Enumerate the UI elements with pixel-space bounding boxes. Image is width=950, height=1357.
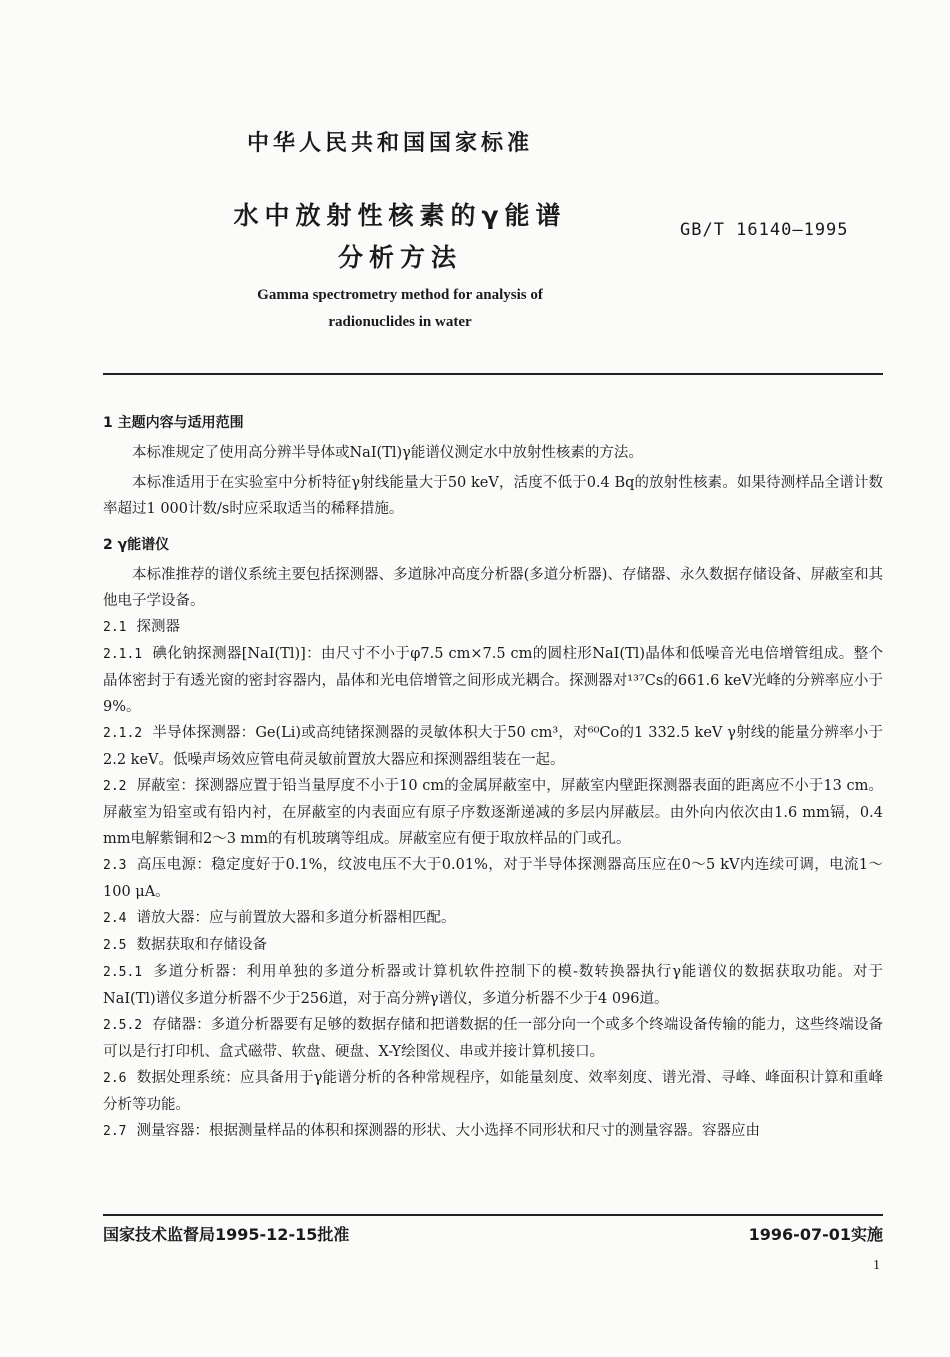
document-title-line2: 分析方法 (337, 243, 462, 272)
clause-number: 2.1.2 (103, 726, 143, 741)
clause-item (103, 1012, 883, 1065)
clause-number: 2.5 (103, 938, 127, 953)
clause-number: 2.3 (103, 858, 127, 873)
clause-number: 2.4 (103, 911, 127, 926)
section-1-paragraph: 本标准规定了使用高分辨半导体或NaI(Tl)γ能谱仪测定水中放射性核素的方法。 (132, 445, 643, 461)
clause-item (103, 614, 883, 641)
english-title-line2: radionuclides in water (328, 314, 472, 330)
standard-number: GB/T 16140—1995 (680, 220, 849, 240)
clause-item (103, 720, 883, 773)
header-divider (103, 373, 883, 375)
clause-text: 屏蔽室：探测器应置于铅当量厚度不小于10 cm的金属屏蔽室中，屏蔽室内壁距探测器表面的距离应不小于13 cm。屏蔽室为铅室或有铅内衬，在屏蔽室的内表面应有原子序数逐渐递减的多层内屏蔽层。由外向内依次由1.6 mm镉，0.4 mm电解紫铜和2～3 mm的有机玻璃等组成。屏蔽室应有便于取放样品的门或孔。 (103, 778, 883, 847)
clause-item (103, 1065, 883, 1118)
clause-number: 2.7 (103, 1124, 127, 1139)
approval-info: 国家技术监督局1995-12-15批准 (103, 1225, 350, 1244)
clause-item (103, 932, 883, 959)
clause-item (103, 1118, 883, 1145)
clause-text: 多道分析器：利用单独的多道分析器或计算机软件控制下的模-数转换器执行γ能谱仪的数据获取功能。对于NaI(Tl)谱仪多道分析器不少于256道，对于高分辨γ谱仪，多道分析器不少于4 096道。 (103, 964, 883, 1007)
section-2-paragraph: 本标准推荐的谱仪系统主要包括探测器、多道脉冲高度分析器(多道分析器)、存储器、永久数据存储设备、屏蔽室和其他电子学设备。 (103, 567, 883, 609)
implementation-date: 1996-07-01实施 (748, 1225, 883, 1244)
clause-number: 2.5.2 (103, 1018, 143, 1033)
clause-text: 碘化钠探测器[NaI(Tl)]：由尺寸不小于φ7.5 cm×7.5 cm的圆柱形NaI(Tl)晶体和低噪音光电倍增管组成。整个晶体密封于有透光窗的密封容器内，晶体和光电倍增管之间形成光耦合。探测器对¹³⁷Cs的661.6 keV光峰的分辨率应小于9%。 (103, 646, 883, 715)
clause-item (103, 773, 883, 852)
nation-standard-heading: 中华人民共和国国家标准 (246, 131, 533, 156)
clause-text: 高压电源：稳定度好于0.1%，纹波电压不大于0.01%，对于半导体探测器高压应在0～5 kV内连续可调，电流1～100 μA。 (103, 857, 883, 900)
clause-item (103, 641, 883, 720)
clause-item (103, 905, 883, 932)
clause-number: 2.2 (103, 779, 127, 794)
section-1-title: 1 主题内容与适用范围 (103, 415, 244, 431)
document-title-line1: 水中放射性核素的γ能谱 (233, 201, 567, 230)
clause-number: 2.1.1 (103, 647, 143, 662)
clause-text: 谱放大器：应与前置放大器和多道分析器相匹配。 (136, 910, 456, 926)
clause-text: 探测器 (136, 619, 180, 635)
document-body (103, 410, 883, 1145)
english-title-line1: Gamma spectrometry method for analysis of (257, 287, 543, 303)
section-1-paragraph: 本标准适用于在实验室中分析特征γ射线能量大于50 keV，活度不低于0.4 Bq的放射性核素。如果待测样品全谱计数率超过1 000计数/s时应采取适当的稀释措施。 (103, 475, 883, 517)
footer-divider (103, 1214, 883, 1216)
clause-text: 测量容器：根据测量样品的体积和探测器的形状、大小选择不同形状和尺寸的测量容器。容器应由 (136, 1123, 760, 1139)
clause-number: 2.5.1 (103, 965, 143, 980)
clause-number: 2.6 (103, 1071, 127, 1086)
clause-number: 2.1 (103, 620, 127, 635)
section-2-title: 2 γ能谱仪 (103, 537, 170, 553)
clause-text: 半导体探测器：Ge(Li)或高纯锗探测器的灵敏体积大于50 cm³，对⁶⁰Co的1 332.5 keV γ射线的能量分辨率小于2.2 keV。低噪声场效应管电荷灵敏前置放大器应和探测器组装在一起。 (103, 725, 883, 768)
page-number: 1 (873, 1258, 880, 1273)
clause-item (103, 852, 883, 905)
clause-text: 数据处理系统：应具备用于γ能谱分析的各种常规程序，如能量刻度、效率刻度、谱光滑、寻峰、峰面积计算和重峰分析等功能。 (103, 1070, 883, 1113)
clause-text: 存储器：多道分析器要有足够的数据存储和把谱数据的任一部分向一个或多个终端设备传输的能力，这些终端设备可以是行打印机、盒式磁带、软盘、硬盘、X-Y绘图仪、串或并接计算机接口。 (103, 1017, 883, 1060)
clause-item (103, 959, 883, 1012)
clause-text: 数据获取和存储设备 (136, 937, 267, 953)
